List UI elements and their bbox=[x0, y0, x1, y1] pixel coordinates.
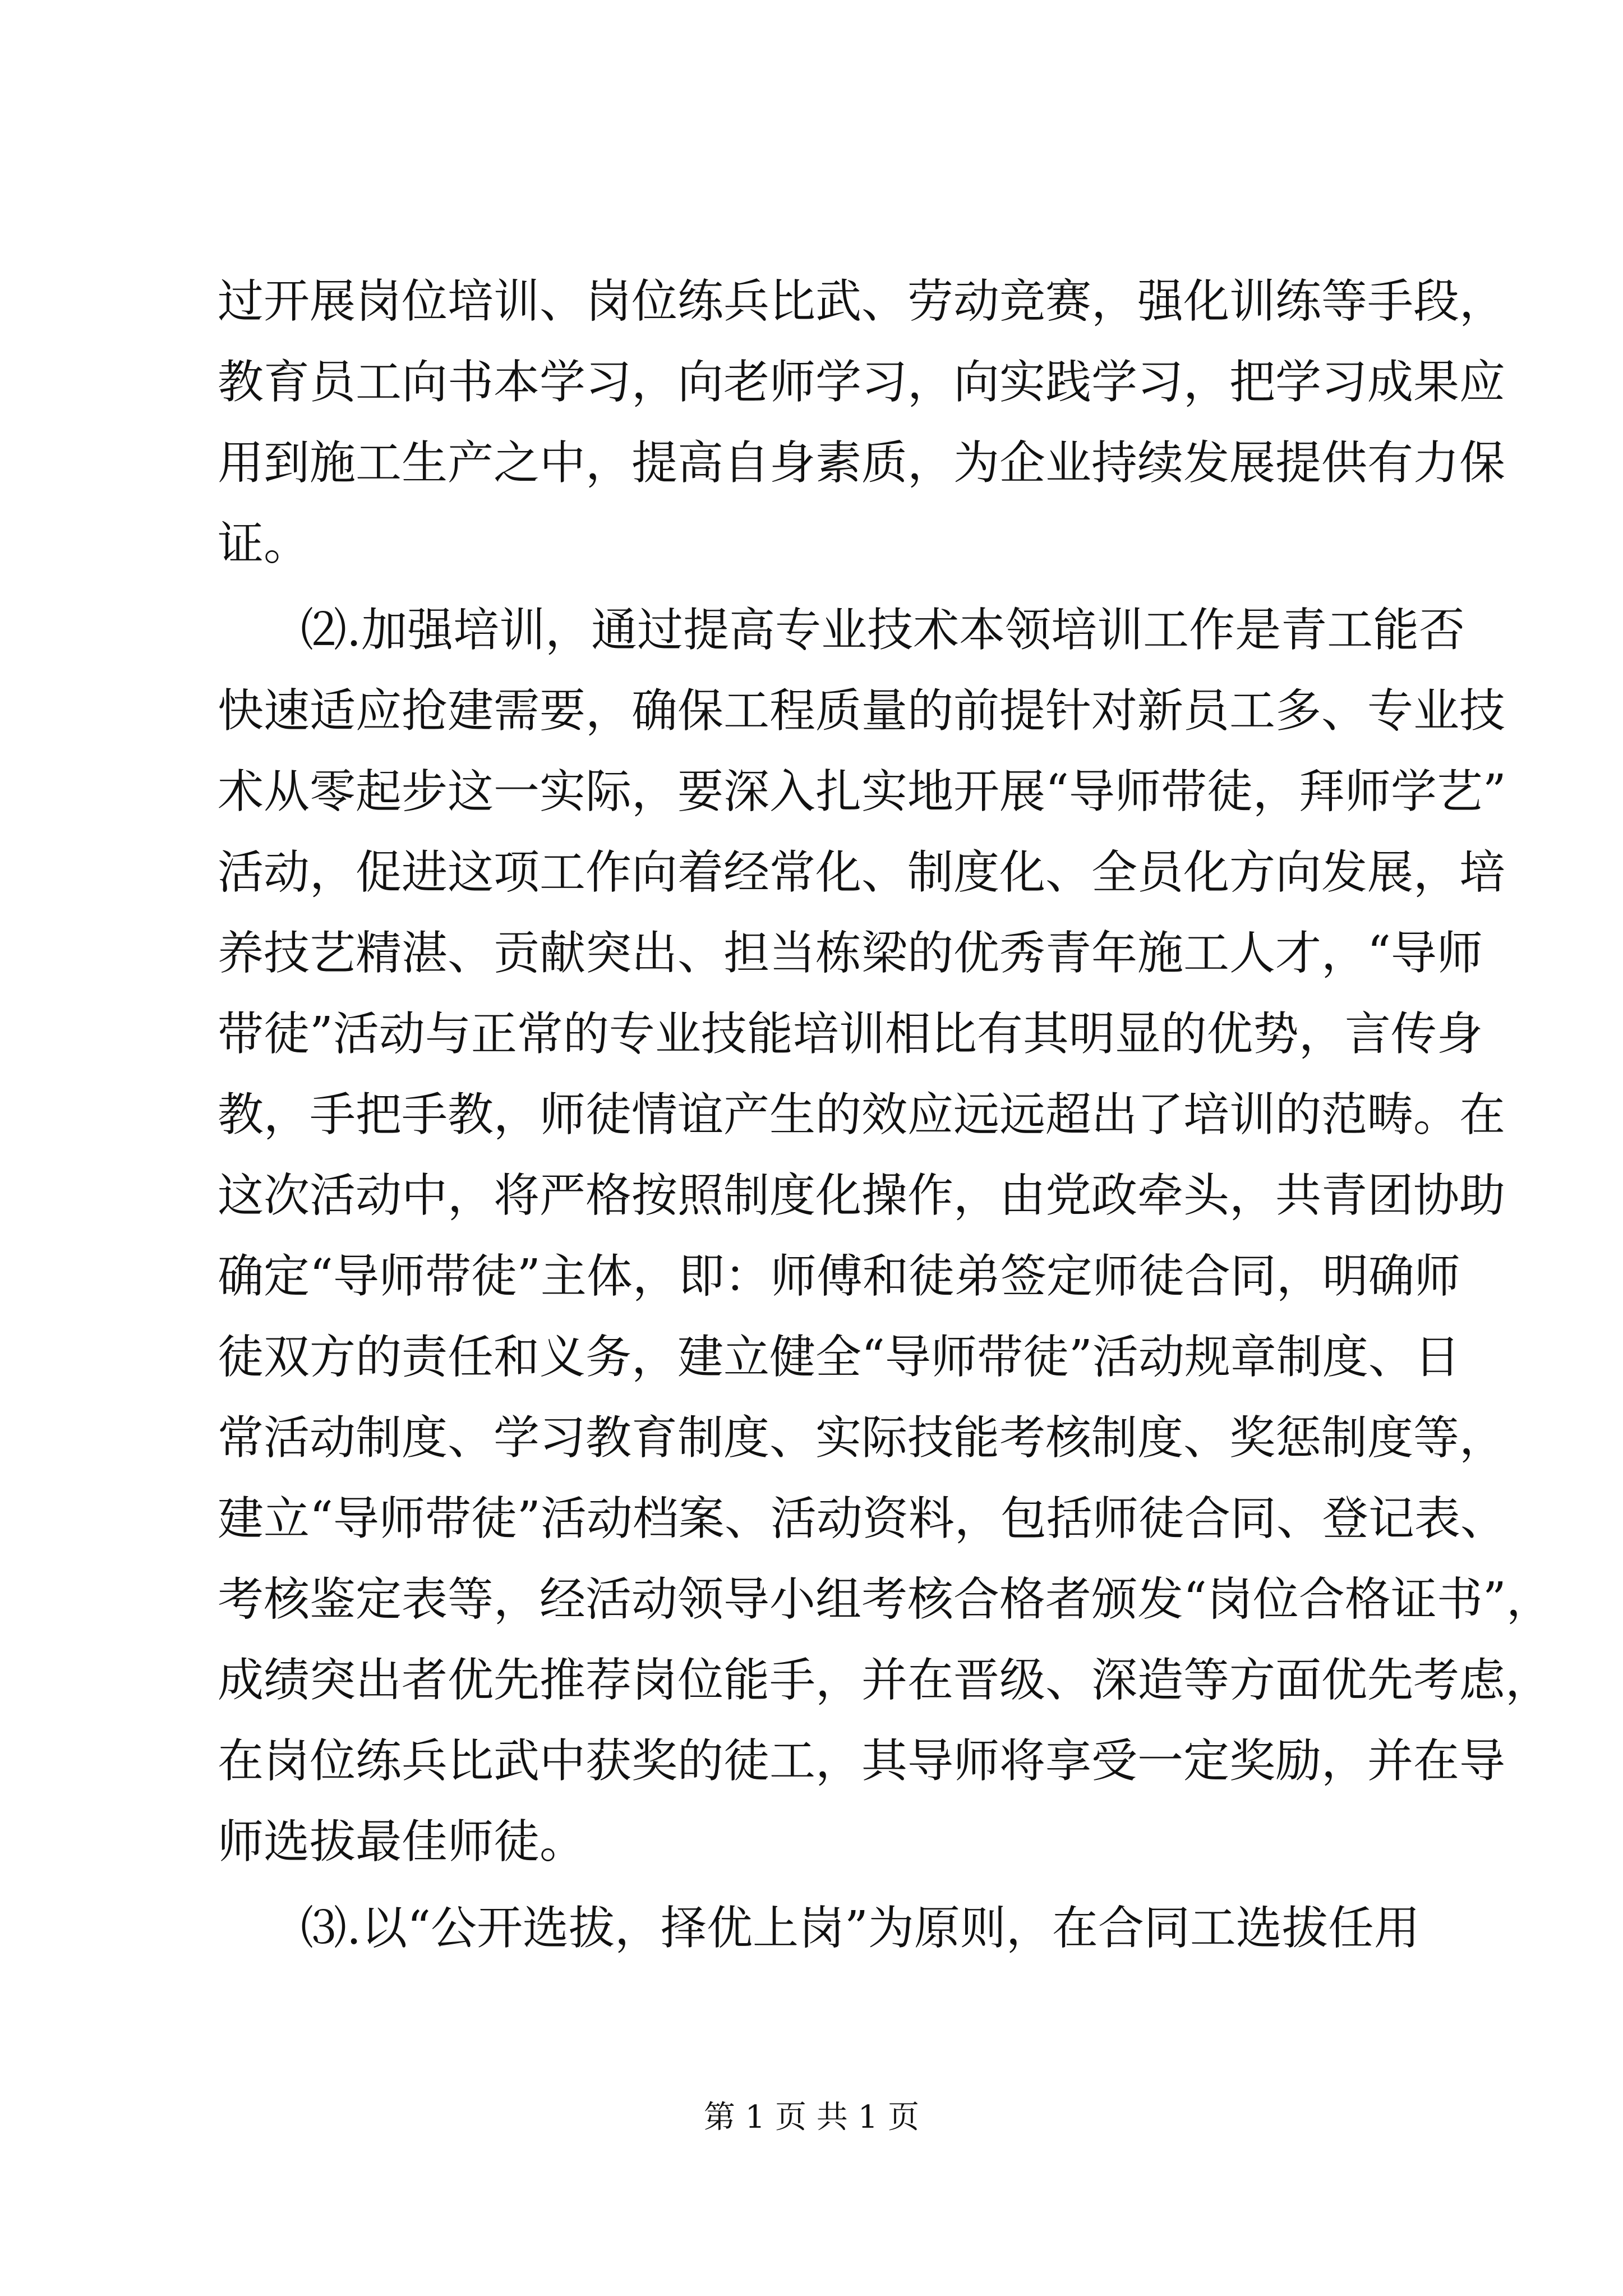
text-line: 确定“导师带徒”主体，即：师傅和徒弟签定师徒合同，明确师 bbox=[218, 1250, 1460, 1303]
page-footer: 第 1 页 共 1 页 bbox=[703, 2099, 920, 2136]
text-line: 师选拔最佳师徒。 bbox=[218, 1815, 586, 1869]
text-line: 快速适应抢建需要，确保工程质量的前提针对新员工多、专业技 bbox=[218, 684, 1506, 738]
text-line: 教，手把手教，师徒情谊产生的效应远远超出了培训的范畴。在 bbox=[218, 1088, 1506, 1142]
text-line: 常活动制度、学习教育制度、实际技能考核制度、奖惩制度等， bbox=[218, 1411, 1506, 1465]
text-line: 带徒”活动与正常的专业技能培训相比有其明显的优势，言传身 bbox=[218, 1007, 1483, 1061]
paragraph-start-line: ⑵.加强培训，通过提高专业技术本领培训工作是青工能否 bbox=[301, 604, 1465, 657]
text-line: 证。 bbox=[218, 517, 310, 570]
text-line: 建立“导师带徒”活动档案、活动资料，包括师徒合同、登记表、 bbox=[218, 1492, 1506, 1545]
text-line: 成绩突出者优先推荐岗位能手，并在晋级、深造等方面优先考虑， bbox=[218, 1654, 1552, 1707]
text-line: 用到施工生产之中，提高自身素质，为企业持续发展提供有力保 bbox=[218, 436, 1506, 490]
text-line: 这次活动中，将严格按照制度化操作，由党政牵头，共青团协助 bbox=[218, 1169, 1506, 1222]
paragraph-start-line: ⑶.以“公开选拔，择优上岗”为原则，在合同工选拔任用 bbox=[301, 1902, 1420, 1955]
text-line: 考核鉴定表等，经活动领导小组考核合格者颁发“岗位合格证书”， bbox=[218, 1573, 1552, 1626]
text-line: 教育员工向书本学习，向老师学习，向实践学习，把学习成果应 bbox=[218, 356, 1506, 409]
text-line: 在岗位练兵比武中获奖的徒工，其导师将享受一定奖励，并在导 bbox=[218, 1734, 1506, 1788]
text-line: 过开展岗位培训、岗位练兵比武、劳动竞赛，强化训练等手段， bbox=[218, 275, 1506, 328]
text-line: 活动，促进这项工作向着经常化、制度化、全员化方向发展，培 bbox=[218, 846, 1506, 899]
text-line: 养技艺精湛、贡献突出、担当栋梁的优秀青年施工人才，“导师 bbox=[218, 927, 1483, 980]
text-line: 徒双方的责任和义务，建立健全“导师带徒”活动规章制度、日 bbox=[218, 1331, 1460, 1384]
text-line: 术从零起步这一实际，要深入扎实地开展“导师带徒，拜师学艺” bbox=[218, 765, 1506, 818]
